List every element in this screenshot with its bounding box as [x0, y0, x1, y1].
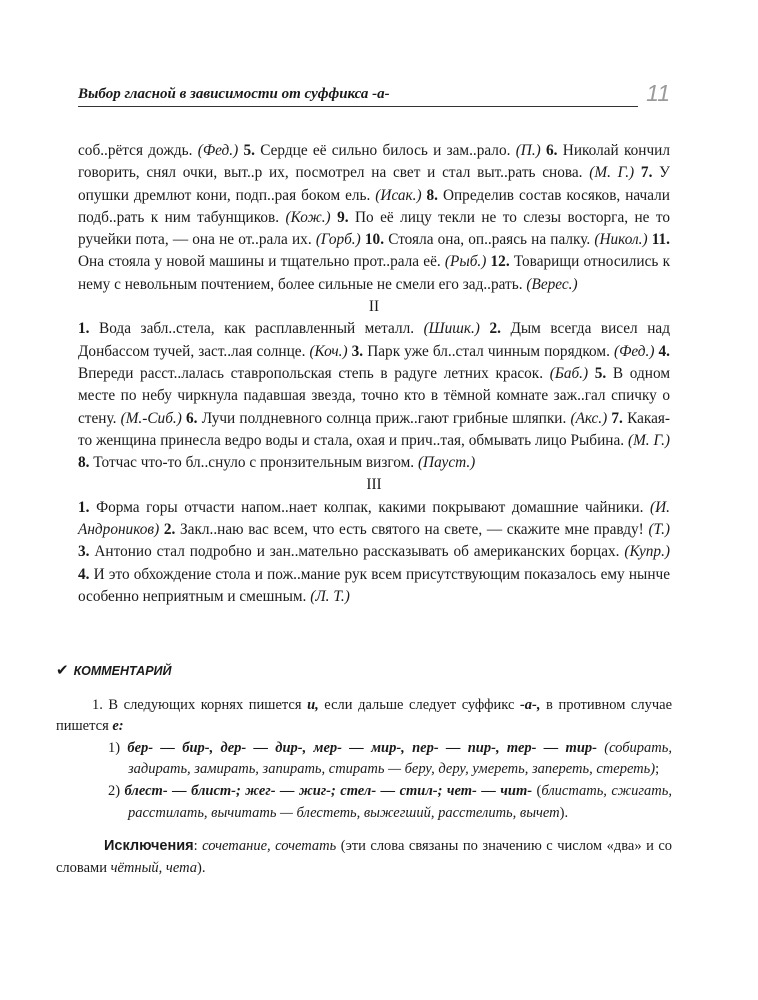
text-run: Сердце её сильно билось и зам..рало. — [254, 142, 516, 159]
text-run: 1. В следующих корнях пишется — [92, 696, 308, 713]
text-run: Закл..наю вас всем, что есть святого на свете, — скажите мне правду! — [175, 521, 649, 539]
italic-run: (М.-Сиб.) — [120, 409, 182, 427]
sentence-number: 8. — [78, 454, 90, 472]
text-run: Она стояла у новой машины и тщательно прот..рала её. — [78, 253, 445, 271]
running-head-title: Выбор гласной в зависимости от суффикса -а- — [78, 86, 390, 102]
rule-item-2 — [108, 781, 672, 824]
section-heading-3: III — [366, 476, 382, 494]
italic-run: (М. Г.) — [627, 431, 670, 449]
bold-italic-run: блест- — блист-; жег- — жиг-; стел- — стил-; чет- — чит- — [124, 782, 533, 799]
text-run: Впереди расст..лалась ставропольская степь в радуге летних красок. — [78, 364, 550, 382]
italic-run: (Верес.) — [526, 275, 578, 293]
text-run — [480, 320, 490, 337]
rule-paragraph — [56, 695, 672, 738]
sentence-number: 1. — [78, 498, 90, 516]
bold-italic-run: бер- — бир-, дер- — дир-, мер- — мир-, пер- — пир-, тер- — тир- — [127, 739, 597, 756]
sentence-number: 4. — [78, 565, 90, 583]
sentence-number: 9. — [337, 208, 349, 226]
text-run: Стояла она, оп..раясь на палку. — [384, 231, 595, 249]
italic-run: (Коч.) — [309, 342, 348, 360]
text-run: 1) — [108, 739, 128, 756]
text-run: 2) — [108, 782, 125, 799]
comment-title: КОММЕНТАРИЙ — [73, 664, 172, 678]
italic-run: чётный, чета — [110, 859, 197, 876]
header-rule — [78, 106, 638, 107]
italic-run: (Никол.) — [594, 231, 648, 249]
exceptions-paragraph — [56, 836, 672, 879]
italic-run: (М. Г.) — [589, 164, 635, 182]
sentence-number: 7. — [611, 409, 623, 427]
bold-italic-run: и, — [307, 696, 319, 713]
italic-run: блистать, сжигать, расстилать, вычитать — блестеть, выжегший, расстелить, вычет — [128, 782, 672, 821]
section-heading-2: II — [368, 298, 380, 316]
sentence-number: 3. — [78, 543, 90, 561]
page-header — [78, 80, 670, 116]
italic-run: (Купр.) — [624, 543, 670, 561]
sentence-number: 2. — [489, 320, 501, 338]
sentence-number: 11. — [651, 231, 671, 249]
text-run: Антонио стал подробно и зан..мательно рассказывать об американских борцах. — [89, 543, 625, 561]
text-run: Лучи полдневного солнца приж..гают грибные шляпки. — [197, 409, 571, 427]
text-run: если дальше следует суффикс — [318, 696, 520, 713]
italic-run: (П.) — [515, 142, 541, 159]
italic-run: (Баб.) — [549, 364, 589, 382]
italic-run: (Кож.) — [285, 208, 331, 226]
italic-run: (Фед.) — [197, 142, 239, 159]
sentence-number: 5. — [243, 142, 255, 159]
italic-run: (Пауст.) — [417, 454, 476, 472]
sentence-number: 2. — [163, 521, 176, 539]
text-run: ). — [196, 859, 206, 876]
sentence-number: 6. — [186, 409, 198, 427]
text-run: ( — [532, 782, 542, 799]
text-run: У опушки дремлют кони, подп..рая боком ель. — [78, 164, 670, 204]
sentence-number: 6. — [546, 142, 558, 159]
italic-run: (Исак.) — [375, 186, 422, 204]
italic-run: (Рыб.) — [444, 253, 487, 271]
text-run: в противном случае пишется — [56, 696, 673, 735]
text-run: Форма горы отчасти напом..нает колпак, какими покрывают домашние чайники. — [89, 498, 651, 516]
text-run — [588, 365, 595, 382]
text-run: Товарищи относились к нему с невольным почтением, более сильные не смели его зад..рать. — [78, 253, 671, 293]
label-run: Исключения — [104, 838, 194, 855]
rule-item-1 — [108, 738, 672, 781]
italic-run: (И. Андроников) — [78, 498, 670, 539]
checkmark-icon: ✔ — [56, 662, 69, 679]
text-run: (эти слова связаны по значению с числом «два» и со словами — [56, 838, 673, 876]
sentence-number: 7. — [640, 164, 653, 182]
text-run: : — [193, 838, 203, 855]
text-run: Парк уже бл..стал чинным порядком. — [363, 342, 614, 360]
text-run: Определив состав косяков, начали подб..рать к ним табунщиков. — [78, 186, 670, 226]
italic-run: (Горб.) — [315, 231, 361, 249]
text-run: Дым всегда висел над Донбассом тучей, заст..лая солнце. — [78, 320, 670, 360]
bold-italic-run: е: — [112, 718, 124, 735]
exercise-part-2 — [78, 318, 670, 474]
italic-run: (Т.) — [648, 521, 670, 539]
sentence-number: 10. — [364, 231, 385, 249]
text-run: Николай кончил говорить, снял очки, выт..р их, посмотрел на свет и стал выт..рать снова. — [78, 142, 671, 182]
sentence-number: 12. — [490, 253, 510, 271]
text-run: По её лицу текли не то слезы восторга, не то ручейки пота, — она не от..рала их. — [78, 208, 671, 249]
italic-run: (Шишк.) — [423, 320, 480, 338]
comment-heading — [56, 660, 672, 683]
text-run: соб..рётся дождь. — [78, 142, 198, 159]
text-run: Какая-то женщина принесла ведро воды и стала, охая и прич..тая, обмывать лицо Рыбина. — [78, 409, 670, 449]
text-run: Тотчас что-то бл..снуло с пронзительным визгом. — [89, 454, 418, 472]
bold-italic-run: -а-, — [519, 696, 541, 713]
italic-run: (собирать, задирать, замирать, запирать, стирать — беру, деру, умереть, запереть, стереть) — [128, 739, 672, 778]
text-run — [634, 164, 641, 181]
exercise-part-3 — [78, 497, 670, 608]
italic-run: сочетание, сочетать — [202, 838, 337, 855]
text-run: И это обхождение стола и пож..мание рук всем присутствующим показалось ему нынче особенно неприятным и смешным. — [78, 565, 670, 605]
sentence-number: 4. — [658, 342, 670, 360]
exercise-part-1 — [78, 140, 670, 296]
sentence-number: 5. — [594, 364, 607, 382]
sentence-number: 1. — [78, 320, 90, 338]
text-run: Вода забл..стела, как расплавленный металл. — [89, 320, 424, 338]
text-run: ). — [559, 804, 569, 821]
italic-run: (Л. Т.) — [310, 587, 350, 605]
comment-block — [56, 660, 672, 879]
sentence-number: 8. — [426, 186, 438, 204]
text-run: ; — [655, 761, 660, 778]
exercise-text — [78, 140, 670, 608]
sentence-number: 3. — [351, 342, 364, 360]
italic-run: (Фед.) — [613, 342, 655, 360]
text-run: В одном месте по небу чиркнула падавшая звезда, точно кто в тёмной комнате заж..гал спичку о стену. — [78, 364, 671, 427]
italic-run: (Акс.) — [570, 409, 608, 427]
page-number: 11 — [646, 80, 670, 106]
